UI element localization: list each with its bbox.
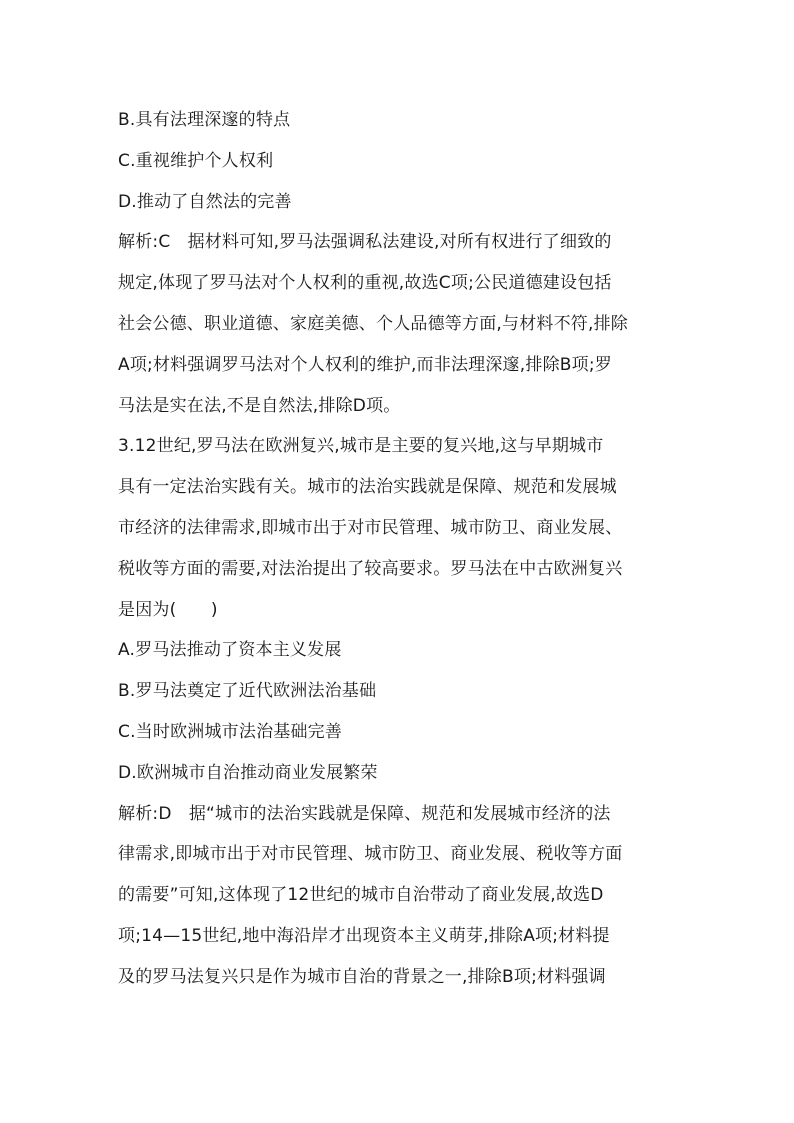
q2-option-c: C.重视维护个人权利 — [118, 150, 274, 171]
q3-analysis-line: 的需要”可知,这体现了12世纪的城市自治带动了商业发展,故选D — [118, 885, 604, 906]
q2-analysis-line: A项;材料强调罗马法对个人权利的维护,而非法理深邃,排除B项;罗 — [118, 354, 612, 375]
q3-option-d: D.欧洲城市自治推动商业发展繁荣 — [118, 762, 378, 783]
q3-analysis-line: 解析:D 据“城市的法治实践就是保障、规范和发展城市经济的法 — [118, 803, 611, 824]
q3-option-a: A.罗马法推动了资本主义发展 — [118, 640, 342, 661]
q3-stem-line: 税收等方面的需要,对法治提出了较高要求。罗马法在中古欧洲复兴 — [118, 558, 623, 579]
q2-option-b: B.具有法理深邃的特点 — [118, 110, 291, 130]
q2-analysis-line: 解析:C 据材料可知,罗马法强调私法建设,对所有权进行了细致的 — [118, 232, 612, 253]
q2-analysis-line: 马法是实在法,不是自然法,排除D项。 — [118, 395, 401, 416]
q2-option-d: D.推动了自然法的完善 — [118, 191, 292, 212]
q3-option-c: C.当时欧洲城市法治基础完善 — [118, 721, 343, 742]
q3-analysis-line: 项;14—15世纪,地中海沿岸才出现资本主义萌芽,排除A项;材料提 — [118, 925, 610, 946]
q3-analysis-line: 律需求,即城市出于对市民管理、城市防卫、商业发展、税收等方面 — [118, 844, 623, 865]
q3-option-b: B.罗马法奠定了近代欧洲法治基础 — [118, 681, 377, 702]
q3-analysis-line: 及的罗马法复兴只是作为城市自治的背景之一,排除B项;材料强调 — [118, 966, 606, 987]
document-body — [118, 100, 678, 998]
q3-stem-line: 具有一定法治实践有关。城市的法治实践就是保障、规范和发展城 — [118, 477, 617, 498]
q3-stem-line: 市经济的法律需求,即城市出于对市民管理、城市防卫、商业发展、 — [118, 517, 623, 538]
q3-stem-line: 3.12世纪,罗马法在欧洲复兴,城市是主要的复兴地,这与早期城市 — [118, 436, 604, 457]
q2-analysis-line: 社会公德、职业道德、家庭美德、个人品德等方面,与材料不符,排除 — [118, 313, 629, 334]
q3-stem-line: 是因为( ) — [118, 599, 218, 620]
q2-analysis-line: 规定,体现了罗马法对个人权利的重视,故选C项;公民道德建设包括 — [118, 273, 612, 294]
